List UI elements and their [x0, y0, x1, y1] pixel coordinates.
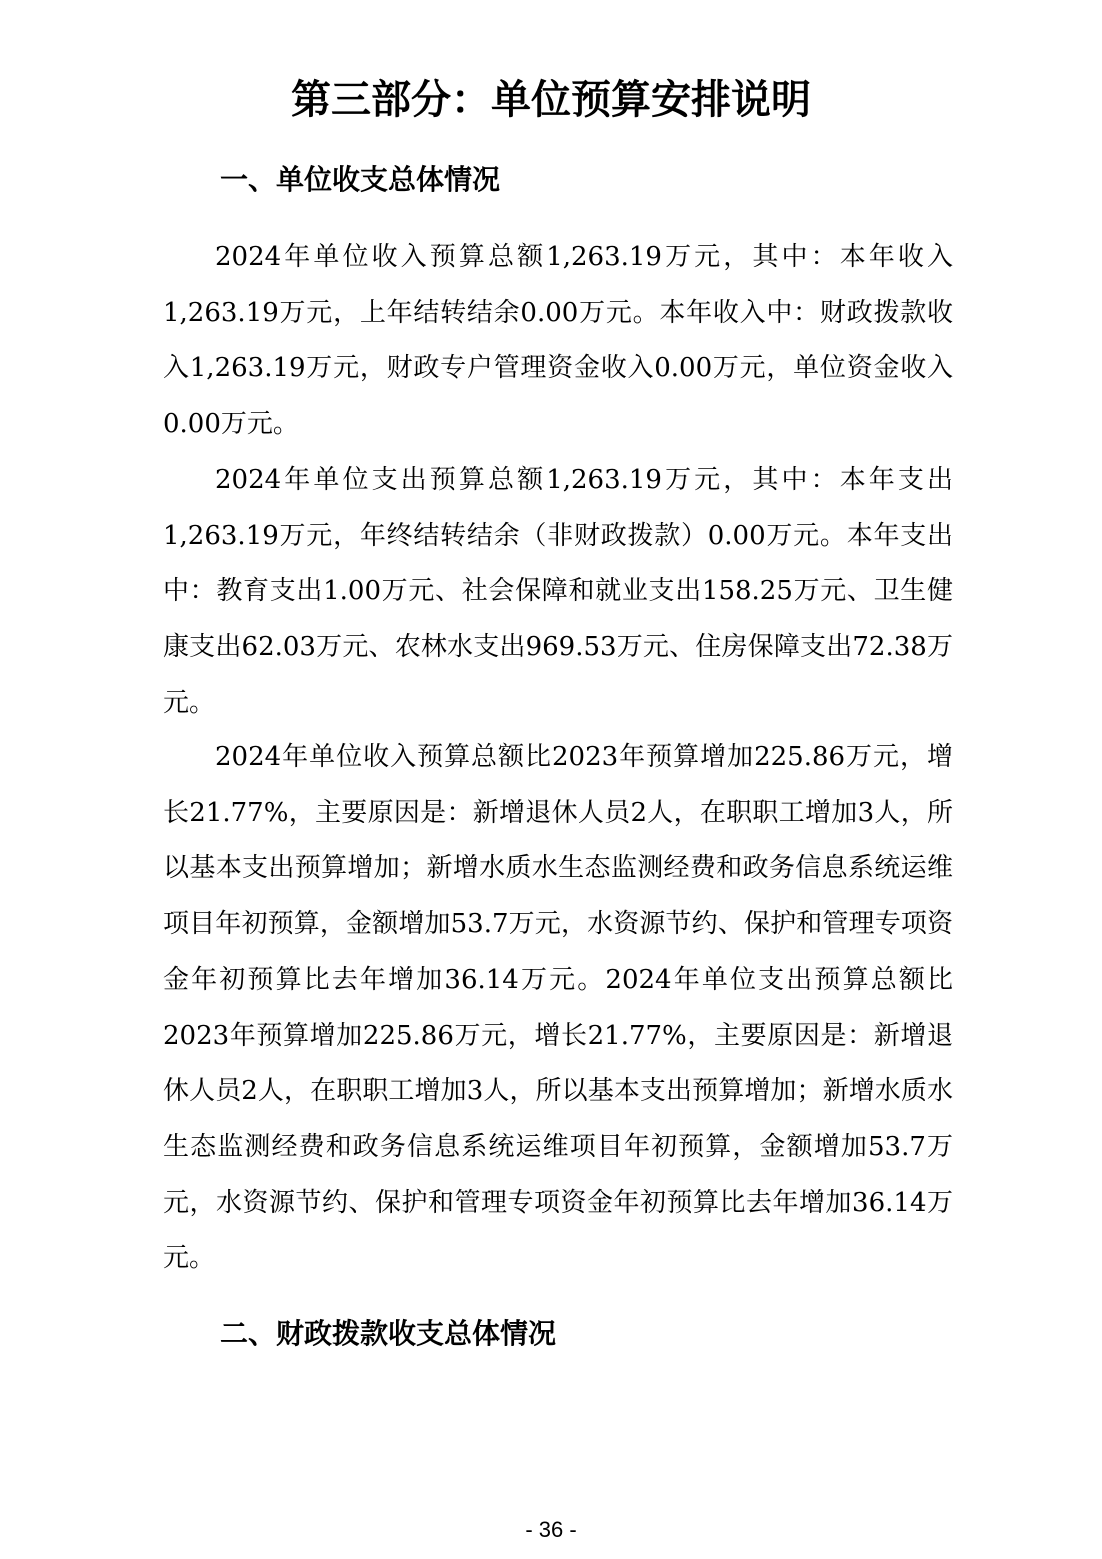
paragraph-budget-change-explanation: 2024年单位收入预算总额比2023年预算增加225.86万元，增长21.77%，主要原因是：新增退休人员2人，在职职工增加3人，所以基本支出预算增加；新增水质水生态监测经费和政务信息系统运维项目年初预算，金额增加53.7万元，水资源节约、保护和管理专项资金年初预算比去年增加36.14万元。2024年单位支出预算总额比2023年预算增加225.86万元，增长21.77%，主要原因是：新增退休人员2人，在职职工增加3人，所以基本支出预算增加；新增水质水生态监测经费和政务信息系统运维项目年初预算，金额增加53.7万元，水资源节约、保护和管理专项资金年初预算比去年增加36.14万元。 [163, 742, 953, 1274]
paragraph-income-overview: 2024年单位收入预算总额1,263.19万元，其中：本年收入1,263.19万元，上年结转结余0.00万元。本年收入中：财政拨款收入1,263.19万元，财政专户管理资金收入0.00万元，单位资金收入0.00万元。 [163, 242, 953, 440]
paragraph-expenditure-overview: 2024年单位支出预算总额1,263.19万元，其中：本年支出1,263.19万元，年终结转结余（非财政拨款）0.00万元。本年支出中：教育支出1.00万元、社会保障和就业支出158.25万元、卫生健康支出62.03万元、农林水支出969.53万元、住房保障支出72.38万元。 [163, 465, 953, 718]
page-title: 第三部分：单位预算安排说明 [291, 77, 811, 123]
page-number: - 36 - [525, 1517, 577, 1542]
section-heading-1: 一、单位收支总体情况 [220, 163, 501, 196]
section-heading-2: 二、财政拨款收支总体情况 [220, 1317, 557, 1350]
